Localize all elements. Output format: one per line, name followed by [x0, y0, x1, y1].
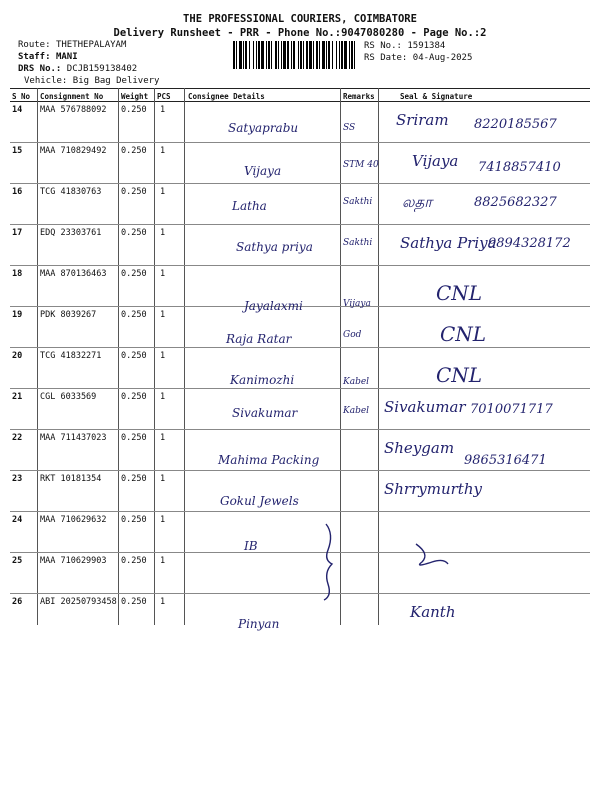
row-sno: 16 [12, 187, 23, 197]
row-pcs: 1 [160, 187, 166, 197]
rs-date-line [364, 53, 472, 63]
barcode-bar [236, 41, 237, 69]
row-consignment: EDQ 23303761 [40, 228, 102, 238]
row-pcs: 1 [160, 433, 166, 443]
row-consignment: MAA 576788092 [40, 105, 107, 115]
row-sno: 17 [12, 228, 23, 238]
col-header-remarks: Remarks [343, 92, 375, 101]
row-rule [10, 265, 590, 266]
barcode-bar [316, 41, 318, 69]
row-rule [10, 470, 590, 471]
row-consignee: Jayalaxmi [244, 299, 303, 313]
row-remarks: Kabel [343, 377, 370, 387]
col-header-pcs: PCS [157, 92, 171, 101]
row-consignee: Vijaya [244, 164, 282, 178]
vehicle-value: Big Bag Delivery [72, 76, 160, 86]
rs-no-value: 1591384 [407, 41, 446, 51]
row-consignee: Gokul Jewels [220, 494, 299, 508]
barcode-bar [300, 41, 302, 69]
barcode-bar [309, 41, 312, 69]
row-weight: 0.250 [121, 556, 147, 566]
row-phone: 7418857410 [478, 160, 561, 175]
row-consignee: IB [244, 539, 258, 553]
staff-value: MANI [55, 52, 78, 62]
barcode-bar [243, 41, 244, 69]
row-consignee: Sathya priya [236, 240, 313, 254]
row-remarks: Sakthi [343, 238, 373, 248]
company-title: THE PROFESSIONAL COURIERS, COIMBATORE [183, 13, 417, 25]
col-header-consignee: Consignee Details [188, 92, 265, 101]
barcode-bar [303, 41, 304, 69]
staff-label: Staff: [18, 52, 51, 62]
barcode-bar [278, 41, 279, 69]
row-rule [10, 429, 590, 430]
barcode-bar [341, 41, 343, 69]
barcode-bar [258, 41, 260, 69]
row-signature: Sriram [396, 111, 449, 129]
row-consignee: Kanimozhi [230, 373, 295, 387]
barcode-bar [332, 41, 333, 69]
barcode-bar [256, 41, 257, 69]
row-signature: CNL [440, 322, 487, 346]
row-rule [10, 183, 590, 184]
row-signature: Sivakumar [384, 398, 466, 416]
row-consignment: RKT 10181354 [40, 474, 102, 484]
barcode-bar [281, 41, 282, 69]
row-remarks: Kabel [343, 406, 370, 416]
column-divider [37, 88, 38, 625]
row-consignment: ABI 20250793458 [40, 597, 117, 607]
row-phone: 9894328172 [488, 236, 571, 251]
row-sno: 22 [12, 433, 23, 443]
row-remarks: Sakthi [343, 197, 373, 207]
row-sno: 15 [12, 146, 23, 156]
row-sno: 24 [12, 515, 23, 525]
column-divider [154, 88, 155, 625]
drs-value: DCJB159138402 [66, 64, 138, 74]
row-weight: 0.250 [121, 187, 147, 197]
barcode-bar [271, 41, 272, 69]
rs-date-label: RS Date: [364, 53, 408, 63]
col-header-weight: Weight [121, 92, 149, 101]
row-remarks: STM 40 [343, 160, 379, 170]
row-consignment: MAA 711437023 [40, 433, 107, 443]
row-pcs: 1 [160, 556, 166, 566]
row-phone: 8825682327 [474, 195, 557, 210]
barcode-bar [322, 41, 325, 69]
barcode-bar [293, 41, 295, 69]
barcode-bar [354, 41, 355, 69]
row-phone: 8220185567 [474, 117, 557, 132]
bracket-mark [318, 520, 348, 600]
rs-date-value: 04-Aug-2025 [412, 53, 473, 63]
row-pcs: 1 [160, 351, 166, 361]
route-value: THETHEPALAYAM [55, 40, 127, 50]
row-pcs: 1 [160, 515, 166, 525]
row-signature: CNL [436, 281, 483, 305]
table-top-rule [10, 88, 590, 89]
row-rule [10, 593, 590, 594]
row-weight: 0.250 [121, 269, 147, 279]
row-signature: CNL [436, 363, 483, 387]
column-divider [184, 88, 185, 625]
barcode-bar [275, 41, 277, 69]
col-header-sno: S No [12, 92, 31, 101]
row-rule [10, 511, 590, 512]
barcode-bar [306, 41, 308, 69]
row-pcs: 1 [160, 597, 166, 607]
barcode-bar [233, 41, 235, 69]
row-sno: 26 [12, 597, 23, 607]
vehicle-label: Vehicle: [24, 76, 68, 86]
row-pcs: 1 [160, 105, 166, 115]
barcode-bar [349, 41, 350, 69]
barcode-bar [298, 41, 299, 69]
drs-label: DRS No.: [18, 64, 62, 74]
row-pcs: 1 [160, 392, 166, 402]
barcode-bar [266, 41, 267, 69]
vehicle-line [24, 76, 159, 86]
row-consignment: CGL 6033569 [40, 392, 97, 402]
row-consignment: MAA 870136463 [40, 269, 107, 279]
row-rule [10, 552, 590, 553]
barcode-bar [283, 41, 286, 69]
barcode-bar [319, 41, 320, 69]
signature-scribble [412, 540, 452, 570]
row-remarks: SS [343, 123, 356, 133]
route-label: Route: [18, 40, 51, 50]
barcode-bar [336, 41, 337, 69]
row-remarks: God [343, 330, 362, 340]
rs-no-line [364, 41, 445, 51]
row-pcs: 1 [160, 310, 166, 320]
col-header-signature: Seal & Signature [400, 92, 473, 101]
barcode-bar [291, 41, 292, 69]
row-weight: 0.250 [121, 433, 147, 443]
row-consignee: Pinyan [238, 617, 280, 631]
staff-line [18, 52, 78, 62]
row-consignment: PDK 8039267 [40, 310, 97, 320]
row-weight: 0.250 [121, 105, 147, 115]
runsheet-subtitle: Delivery Runsheet - PRR - Phone No.:9047080280 - Page No.:2 [113, 27, 487, 39]
barcode-bar [253, 41, 254, 69]
row-consignment: TCG 41830763 [40, 187, 102, 197]
barcode-bar [239, 41, 242, 69]
barcode-bar [326, 41, 327, 69]
row-signature: Sheygam [384, 439, 455, 457]
barcode-bar [313, 41, 314, 69]
row-rule [10, 142, 590, 143]
row-pcs: 1 [160, 228, 166, 238]
row-signature: லதா [402, 193, 433, 211]
row-pcs: 1 [160, 474, 166, 484]
drs-line [18, 64, 137, 74]
row-rule [10, 388, 590, 389]
row-weight: 0.250 [121, 228, 147, 238]
row-weight: 0.250 [121, 310, 147, 320]
row-weight: 0.250 [121, 351, 147, 361]
row-weight: 0.250 [121, 392, 147, 402]
row-signature: Sathya Priya [400, 234, 497, 252]
row-rule [10, 224, 590, 225]
row-signature: Kanth [410, 603, 456, 621]
row-remarks: Vijaya [343, 299, 371, 309]
row-sno: 18 [12, 269, 23, 279]
row-signature: Shrrymurthy [384, 480, 482, 498]
rs-no-label: RS No.: [364, 41, 402, 51]
row-pcs: 1 [160, 146, 166, 156]
row-weight: 0.250 [121, 146, 147, 156]
column-divider [118, 88, 119, 625]
row-weight: 0.250 [121, 597, 147, 607]
barcode-bar [245, 41, 247, 69]
row-consignee: Sivakumar [232, 406, 298, 420]
barcode-bar [351, 41, 353, 69]
row-phone: 9865316471 [464, 453, 547, 468]
row-rule [10, 347, 590, 348]
row-sno: 20 [12, 351, 23, 361]
row-consignment: MAA 710629632 [40, 515, 107, 525]
barcode-bar [328, 41, 330, 69]
row-consignment: MAA 710829492 [40, 146, 107, 156]
col-header-consignment: Consignment No [40, 92, 104, 101]
row-phone: 7010071717 [470, 402, 553, 417]
row-consignment: TCG 41832271 [40, 351, 102, 361]
barcode [233, 41, 359, 69]
row-sno: 23 [12, 474, 23, 484]
barcode-bar [287, 41, 289, 69]
route-line [18, 40, 126, 50]
row-sno: 14 [12, 105, 23, 115]
barcode-bar [339, 41, 340, 69]
row-consignment: MAA 710629903 [40, 556, 107, 566]
row-sno: 21 [12, 392, 23, 402]
row-weight: 0.250 [121, 474, 147, 484]
row-pcs: 1 [160, 269, 166, 279]
row-consignee: Latha [232, 199, 267, 213]
barcode-bar [344, 41, 347, 69]
row-signature: Vijaya [412, 152, 459, 170]
row-consignee: Raja Ratar [226, 332, 292, 346]
row-sno: 25 [12, 556, 23, 566]
barcode-bar [268, 41, 270, 69]
barcode-bar [249, 41, 250, 69]
barcode-bar [261, 41, 264, 69]
row-weight: 0.250 [121, 515, 147, 525]
table-header-rule [10, 101, 590, 102]
row-sno: 19 [12, 310, 23, 320]
row-consignee: Satyaprabu [228, 121, 299, 135]
row-consignee: Mahima Packing [218, 453, 320, 467]
